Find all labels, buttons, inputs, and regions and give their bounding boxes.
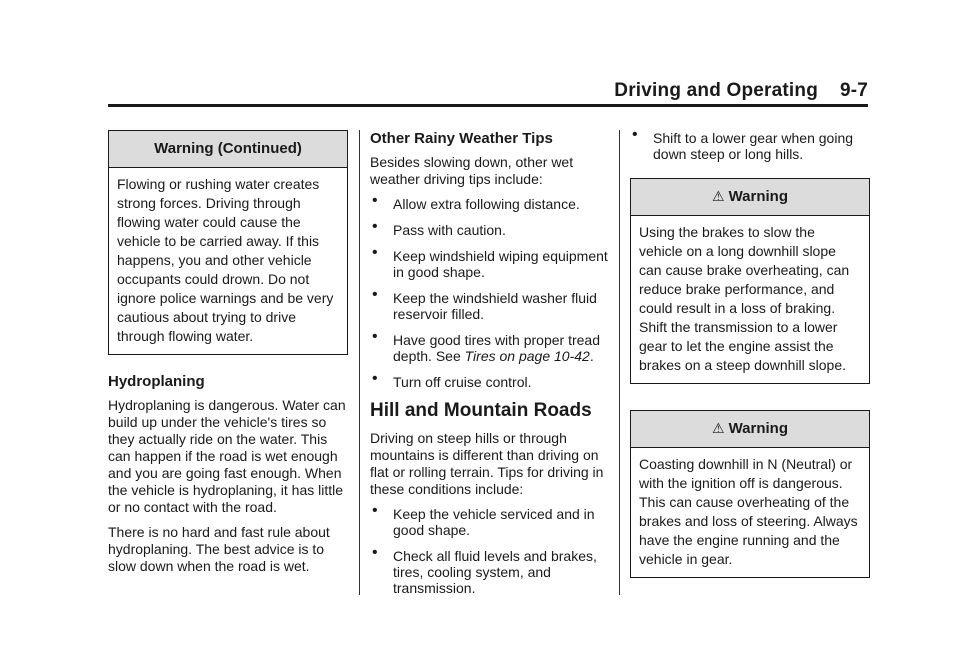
hill-roads-intro: Driving on steep hills or through mountains is different than driving on flat or rolling terrain. Tips for driving in these conditions include: bbox=[370, 430, 604, 497]
warning-continued-box bbox=[108, 130, 348, 355]
bullet-icon: • bbox=[372, 328, 378, 345]
page-header bbox=[614, 80, 868, 102]
column-divider bbox=[619, 130, 620, 595]
list-item: • Check all fluid levels and brakes, tires, cooling system, and transmission. bbox=[372, 544, 597, 596]
bullet-icon: • bbox=[372, 286, 378, 303]
hill-roads-title: Hill and Mountain Roads bbox=[370, 400, 592, 421]
bullet-icon: • bbox=[372, 544, 378, 561]
warning-box-coasting bbox=[630, 410, 870, 578]
warning-triangle-icon: ⚠ bbox=[712, 420, 725, 436]
list-item: • Turn off cruise control. bbox=[372, 370, 532, 390]
hydroplaning-title: Hydroplaning bbox=[108, 373, 205, 390]
list-item: • Keep the windshield washer fluid reservoir filled. bbox=[372, 286, 597, 322]
bullet-icon: • bbox=[372, 192, 378, 209]
warning-title: Warning (Continued) bbox=[109, 131, 347, 168]
rainy-tips-list bbox=[370, 192, 610, 390]
bullet-icon: • bbox=[372, 218, 378, 235]
list-item: • Shift to a lower gear when going down steep or long hills. bbox=[632, 126, 854, 162]
hydroplaning-paragraph: Hydroplaning is dangerous. Water can build up under the vehicle's tires so they actually ride on the water. This can happen if the road is wet enough and you are going fast enough. When the vehicle is hydroplaning, it has little or no contact with the road. bbox=[108, 397, 346, 515]
bullet-icon: • bbox=[632, 126, 638, 143]
rainy-tips-title: Other Rainy Weather Tips bbox=[370, 130, 553, 147]
column-2 bbox=[370, 130, 610, 606]
rainy-tips-intro: Besides slowing down, other wet weather driving tips include: bbox=[370, 154, 574, 187]
warning-body: Coasting downhill in N (Neutral) or with the ignition off is dangerous. This can cause overheating of the brakes and loss of steering. Always have the engine running and the vehicle in gear. bbox=[639, 456, 858, 567]
hill-roads-list bbox=[370, 502, 610, 596]
list-item: • Keep windshield wiping equipment in good shape. bbox=[372, 244, 608, 280]
list-item: • Pass with caution. bbox=[372, 218, 506, 238]
hydroplaning-paragraph: There is no hard and fast rule about hydroplaning. The best advice is to slow down when the road is wet. bbox=[108, 524, 330, 574]
bullet-icon: • bbox=[372, 502, 378, 519]
warning-box-brakes bbox=[630, 178, 870, 384]
warning-title: ⚠ Warning bbox=[631, 179, 869, 216]
tires-page-link[interactable]: Tires on page 10-42 bbox=[464, 348, 590, 364]
bullet-icon: • bbox=[372, 370, 378, 387]
bullet-icon: • bbox=[372, 244, 378, 261]
column-divider bbox=[359, 130, 360, 595]
list-item: • Allow extra following distance. bbox=[372, 192, 580, 212]
hill-roads-list-continued bbox=[630, 126, 870, 162]
column-3 bbox=[630, 126, 870, 578]
page-number: 9-7 bbox=[839, 80, 868, 101]
section-title: Driving and Operating bbox=[614, 80, 819, 101]
warning-triangle-icon: ⚠ bbox=[712, 188, 725, 204]
warning-body: Using the brakes to slow the vehicle on a long downhill slope can cause brake overheating, can reduce brake performance, and could result in a loss of braking. Shift the transmission to a lower gear to let the engine assist the brakes on a steep downhill slope. bbox=[639, 224, 850, 373]
list-item: • Keep the vehicle serviced and in good shape. bbox=[372, 502, 595, 538]
list-item: • Have good tires with proper tread depth. See Tires on page 10-42. bbox=[372, 328, 600, 364]
warning-title: ⚠ Warning bbox=[631, 411, 869, 448]
column-1 bbox=[108, 130, 348, 583]
header-rule bbox=[108, 104, 868, 107]
warning-body: Flowing or rushing water creates strong forces. Driving through flowing water could cause the vehicle to be carried away. If this happens, you and other vehicle occupants could drown. Do not ignore police warnings and be very cautious about trying to drive through flowing water. bbox=[117, 176, 334, 344]
